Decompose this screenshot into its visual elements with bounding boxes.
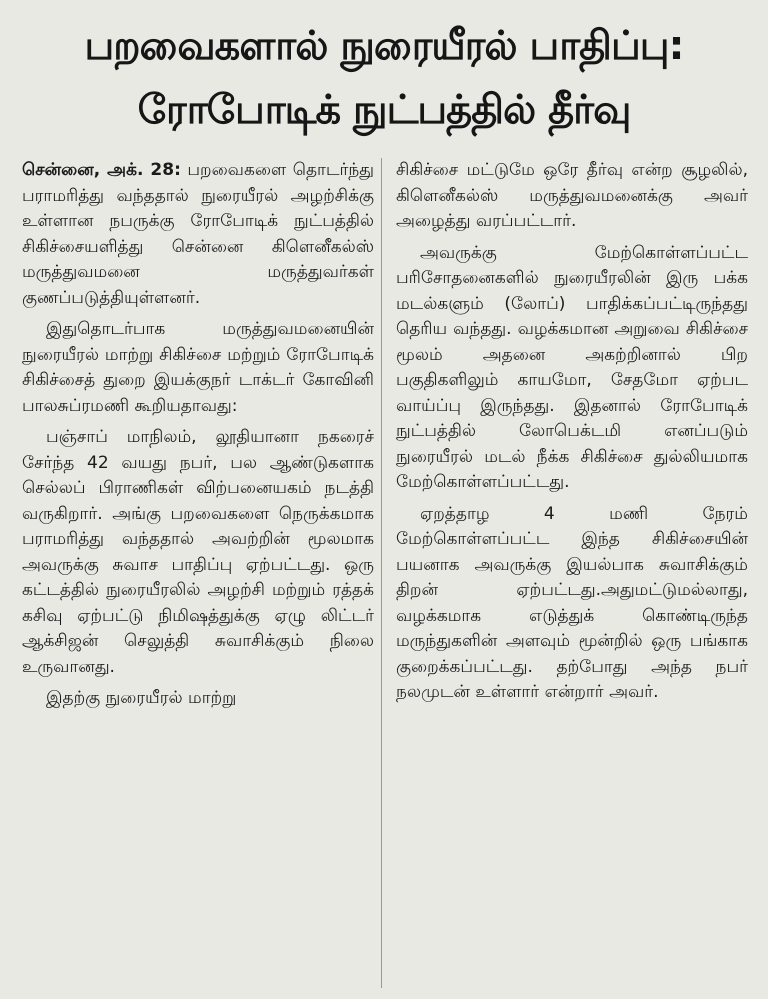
article-paragraph: சிகிச்சை மட்டுமே ஒரே தீர்வு என்ற சூழலில், கிளெனீகல்ஸ் மருத்துவமனைக்கு அவர் அழைத்து வரப்பட்டார். — [396, 160, 748, 231]
article-column-left — [22, 158, 374, 718]
article-paragraph: ஏறத்தாழ 4 மணி நேரம் மேற்கொள்ளப்பட்ட இந்த சிகிச்சையின் பயனாக அவருக்கு இயல்பாக சுவாசிக்கும் திறன் ஏற்பட்டது.அதுமட்டுமல்லாது, வழக்கமாக எடுத்துக் கொண்டிருந்த மருந்துகளின் அளவும் மூன்றில் ஒரு பங்காக குறைக்கப்பட்டது. தற்போது அந்த நபர் நலமுடன் உள்ளார் என்றார் அவர். — [396, 503, 748, 702]
dateline: சென்னை, அக். 28: — [22, 160, 181, 180]
paragraph-text: பறவைகளை தொடர்ந்து பராமரித்து வந்ததால் நுரையீரல் அழற்சிக்கு உள்ளான நபருக்கு ரோபோடிக் நுட்பத்தில் சிகிச்சையளித்து சென்னை கிளெனீகல்ஸ் மருத்துவமனை மருத்துவர்கள் குணப்படுத்தியுள்ளனர். — [22, 160, 374, 308]
article-paragraph — [22, 158, 374, 311]
article-column-right — [396, 158, 748, 712]
headline — [0, 14, 768, 142]
article-paragraph: பஞ்சாப் மாநிலம், லூதியானா நகரைச் சேர்ந்த 42 வயது நபர், பல ஆண்டுகளாக செல்லப் பிராணிகள் விற்பனையகம் நடத்தி வருகிறார். அங்கு பறவைகளை நெருக்கமாக பராமரித்து வந்ததால் அவற்றின் மூலமாக அவருக்கு சுவாச பாதிப்பு ஏற்பட்டது. ஒரு கட்டத்தில் நுரையீரலில் அழற்சி மற்றும் ரத்தக் கசிவு ஏற்பட்டு நிமிஷத்துக்கு ஏழு லிட்டர் ஆக்சிஜன் செலுத்தி சுவாசிக்கும் நிலை உருவானது. — [22, 427, 374, 677]
headline-line-2: ரோபோடிக் நுட்பத்தில் தீர்வு — [137, 87, 631, 133]
headline-line-1: பறவைகளால் நுரையீரல் பாதிப்பு: — [84, 23, 684, 69]
column-divider — [381, 158, 382, 988]
article-paragraph: இதுதொடர்பாக மருத்துவமனையின் நுரையீரல் மாற்று சிகிச்சை மற்றும் ரோபோடிக் சிகிச்சைத் துறை இயக்குநர் டாக்டர் கோவினி பாலசுப்ரமணி கூறியதாவது: — [22, 319, 374, 416]
article-paragraph: இதற்கு நுரையீரல் மாற்று — [46, 688, 237, 708]
article-paragraph: அவருக்கு மேற்கொள்ளப்பட்ட பரிசோதனைகளில் நுரையீரலின் இரு பக்க மடல்களும் (லோப்) பாதிக்கப்பட்டிருந்தது தெரிய வந்தது. வழக்கமான அறுவை சிகிச்சை மூலம் அதனை அகற்றினால் பிற பகுதிகளிலும் காயமோ, சேதமோ ஏற்பட வாய்ப்பு இருந்தது. இதனால் ரோபோடிக் நுட்பத்தில் லோபெக்டமி எனப்படும் நுரையீரல் மடல் நீக்க சிகிச்சை துல்லியமாக மேற்கொள்ளப்பட்டது. — [396, 242, 748, 492]
